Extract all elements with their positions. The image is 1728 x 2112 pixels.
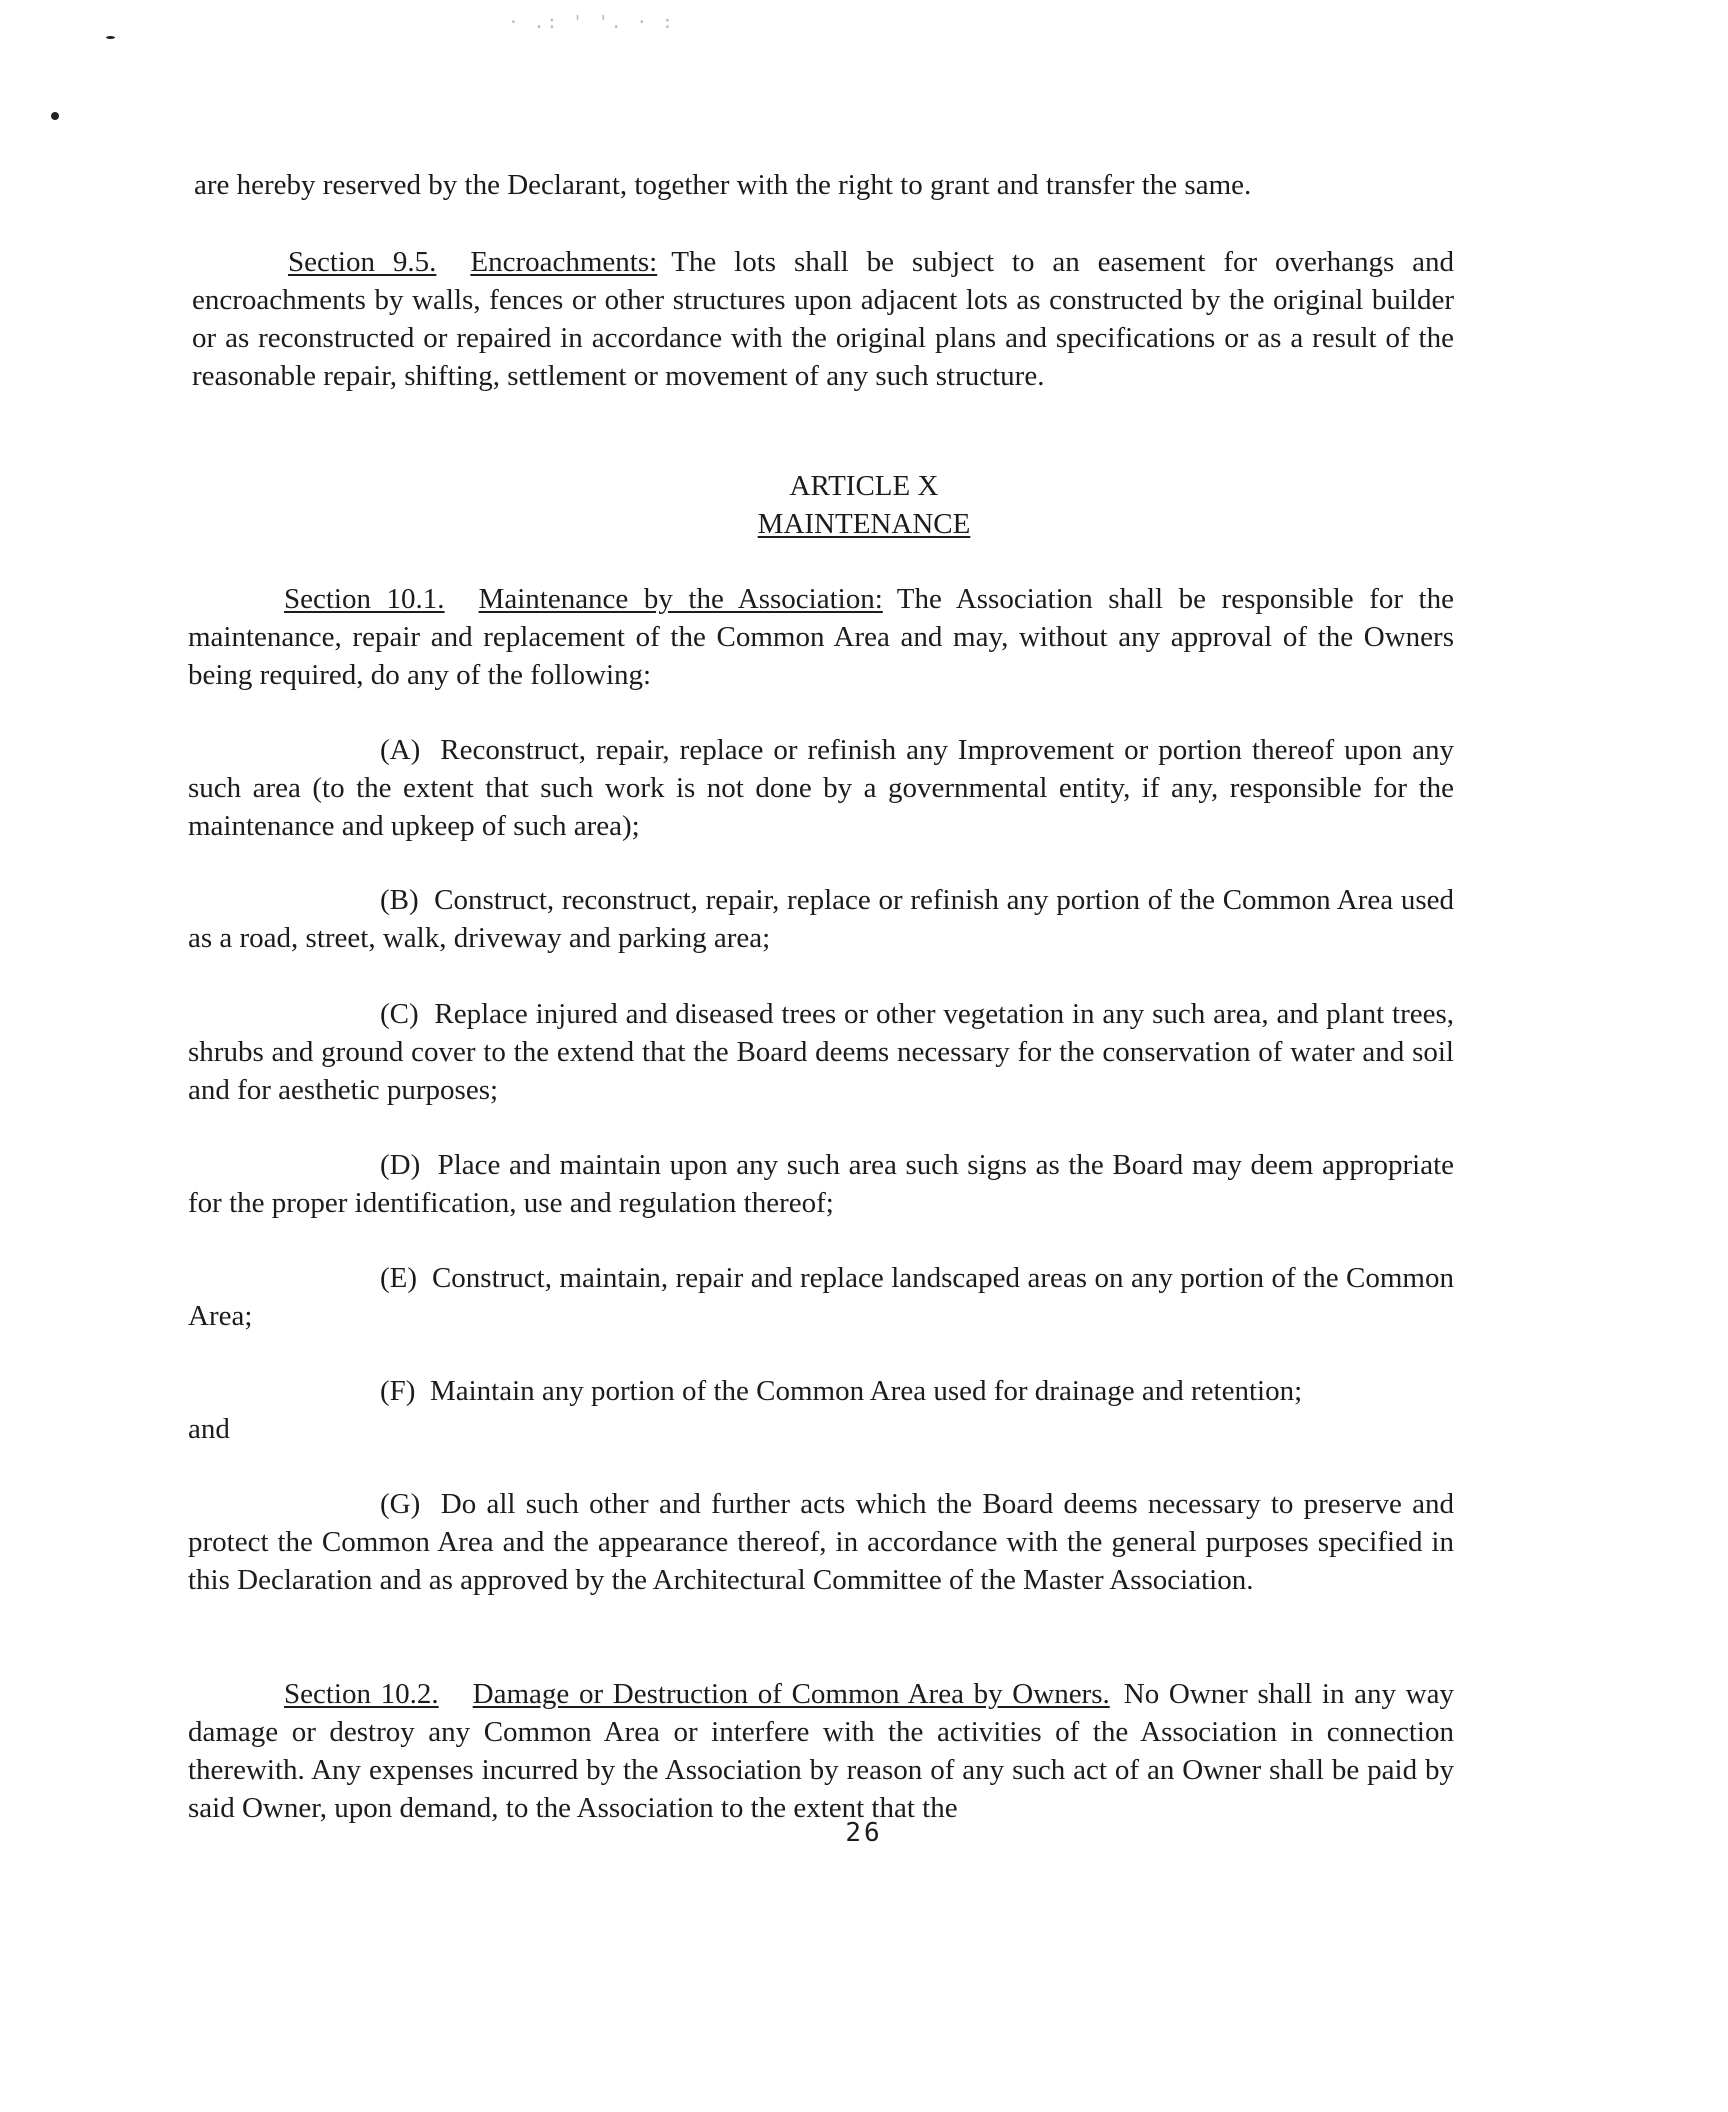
section-body: No Owner shall in any way damage or destroy any Common Area or interfere with the activities of the Association in connection therewith. Any expenses incurred by the Association by reason of any such act of an Owner shall be paid by said Owner, upon demand, to the Association to the extent that the [188,1678,1454,1824]
section-title: Encroachments: [470,246,658,278]
list-item [188,995,1454,1109]
section-heading: Section 10.2. [284,1678,439,1710]
article-title: MAINTENANCE [757,508,971,540]
item-label: (B) [380,884,419,916]
item-text: Place and maintain upon any such area such signs as the Board may deem appropriate for the proper identification, use and regulation thereof; [188,1149,1455,1219]
item-text: Do all such other and further acts which the Board deems necessary to preserve and protect the Common Area and the appearance thereof, in accordance with the general purposes specified in this Declaration and as approved by the Architectural Committee of the Master Association. [188,1488,1454,1596]
header-mark: · .: ' '. · : [508,12,675,33]
item-text: Replace injured and diseased trees or other vegetation in any such area, and plant trees, shrubs and ground cover to the extend that the Board deems necessary for the conservation of water and soil and for aesthetic purposes; [188,998,1455,1106]
item-text: Reconstruct, repair, replace or refinish any Improvement or portion thereof upon any such area (to the extent that such work is not done by a governmental entity, if any, responsible for the maintenance and upkeep of such area); [188,734,1454,842]
item-text: Construct, maintain, repair and replace landscaped areas on any portion of the Common Area; [188,1262,1454,1332]
scan-speck [51,112,59,120]
list-item [188,1259,1454,1335]
carry-over-text: are hereby reserved by the Declarant, together with the right to grant and transfer the same. [194,169,1252,201]
page-number: 26 [845,1818,883,1848]
section-9-5 [192,243,1454,395]
article-number: ARTICLE X [789,470,939,502]
section-title: Maintenance by the Association: [478,583,883,615]
section-10-2 [188,1675,1454,1827]
section-heading: Section 10.1. [284,583,445,615]
item-label: (A) [380,734,421,766]
section-body: The lots shall be subject to an easement for overhangs and encroachments by walls, fences or other structures upon adjacent lots as constructed by the original builder or as reconstructed or repaired in accordance with the original plans and specifications or as a result of the reasonable repair, shifting, settlement or movement of any such structure. [192,246,1454,392]
section-heading: Section 9.5. [288,246,437,278]
item-text: Maintain any portion of the Common Area used for drainage and retention; [429,1375,1303,1407]
section-body: The Association shall be responsible for the maintenance, repair and replacement of the Common Area and may, without any approval of the Owners being required, do any of the following: [188,583,1454,691]
item-label: (F) [380,1375,416,1407]
item-label: (C) [380,998,419,1030]
item-label: (G) [380,1488,421,1520]
section-title: Damage or Destruction of Common Area by Owners. [472,1678,1110,1710]
item-trailing-text: and [188,1413,230,1445]
list-item [188,881,1454,957]
item-label: (E) [380,1262,418,1294]
item-text: Construct, reconstruct, repair, replace or refinish any portion of the Common Area used as a road, street, walk, driveway and parking area; [188,884,1455,954]
item-label: (D) [380,1149,421,1181]
section-10-1 [188,580,1454,694]
list-item [188,731,1454,845]
scan-speck [106,36,115,39]
list-item [188,1485,1454,1599]
list-item [188,1146,1454,1222]
list-item [188,1372,1454,1410]
